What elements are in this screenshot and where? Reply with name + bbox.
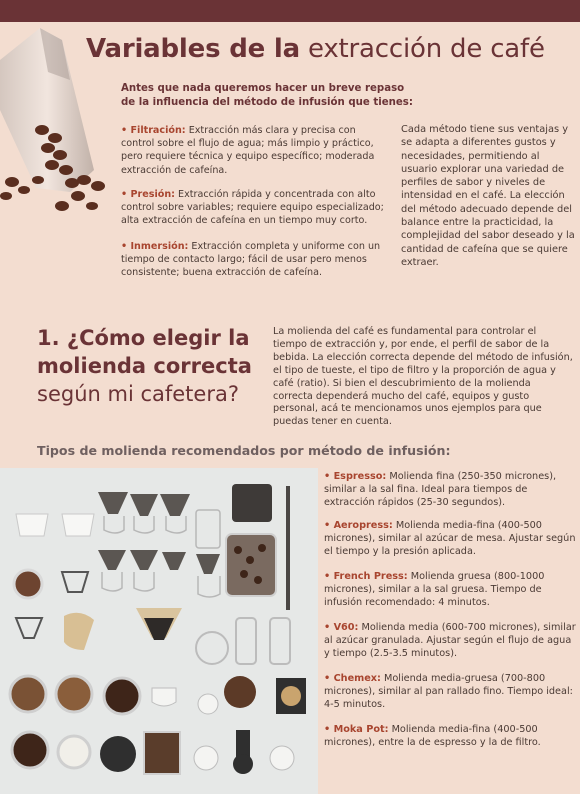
rec-name: • V60: <box>324 622 359 633</box>
rec-moka-pot <box>324 723 576 749</box>
page-title-light: extracción de café <box>299 34 545 64</box>
rec-espresso <box>324 470 576 509</box>
method-name: • Filtración: <box>121 125 186 136</box>
rec-text: Molienda media-fina (400-500 micrones), entre la de espresso y la de filtro. <box>324 724 541 748</box>
section-intro: La molienda del café es fundamental para controlar el tiempo de extracción y, por ende, el perfil de sabor de la bebida. La elección correcta depende del método de infusión, el tipo de tueste, el tipo de filtro y la proporción de agua y café (ratio). Si bien el descubrimiento de la molienda correcta dependerá mucho del café, equipos y gusto personal, acá te mencionamos unos ejemplos para que puedas tener en cuenta. <box>273 326 573 428</box>
rec-text: Molienda gruesa (800-1000 micrones), similar a la sal gruesa. Tiempo de infusión recomendado: 4 minutos. <box>324 571 545 608</box>
intro-text: Antes que nada queremos hacer un breve repaso de la influencia del método de infusión que tienes: <box>121 83 413 108</box>
rec-name: • Chemex: <box>324 673 381 684</box>
method-presion <box>121 188 386 228</box>
coffee-equipment-photo <box>0 468 318 794</box>
method-inmersion <box>121 240 386 280</box>
method-filtracion <box>121 124 386 177</box>
method-text: Extracción rápida y concentrada con alto control sobre variables; requiere equipo especializado; alta extracción de cafeína en un tiempo muy corto. <box>121 189 384 227</box>
method-text: Extracción más clara y precisa con control sobre el flujo de agua; más limpio y práctico, pero requiere técnica y equipo específico; moderada extracción de cafeína. <box>121 125 375 176</box>
subheading: Tipos de molienda recomendados por método de infusión: <box>37 443 451 458</box>
top-bar <box>0 0 580 22</box>
rec-name: • Espresso: <box>324 471 387 482</box>
method-name: • Inmersión: <box>121 241 189 252</box>
rec-french-press <box>324 570 576 609</box>
method-name: • Presión: <box>121 189 175 200</box>
section-heading-bold: 1. ¿Cómo elegir la molienda correcta <box>37 326 252 378</box>
rec-chemex <box>324 672 576 711</box>
rec-text: Molienda media-gruesa (700-800 micrones), similar al pan rallado fino. Tiempo ideal: 4-5 minutos. <box>324 673 573 710</box>
method-text: Extracción completa y uniforme con un tiempo de contacto largo; fácil de usar pero menos consistente; buena extracción de cafeína. <box>121 241 381 279</box>
rec-text: Molienda fina (250-350 micrones), similar a la sal fina. Ideal para tiempos de extracción rápidos (25-30 segundos). <box>324 471 557 508</box>
rec-name: • Moka Pot: <box>324 724 389 735</box>
rec-aeropress <box>324 519 576 558</box>
rec-text: Molienda media (600-700 micrones), similar al azúcar granulada. Ajustar según el flujo de agua y tiempo (2.5-3.5 minutos). <box>324 622 576 659</box>
rec-text: Molienda media-fina (400-500 micrones), similar al azúcar de mesa. Ajustar según el tiempo y la presión aplicada. <box>324 520 576 557</box>
section-heading-light: según mi cafetera? <box>37 382 239 406</box>
page-title <box>86 34 576 64</box>
section-heading <box>37 324 267 408</box>
rec-v60 <box>324 621 576 660</box>
aside-text: Cada método tiene sus ventajas y se adapta a diferentes gustos y necesidades, permitiendo al usuario explorar una variedad de perfiles de sabor y niveles de intensidad en el café. La elección del método adecuado depende del balance entre la practicidad, la complejidad del sabor deseado y la cantidad de cafeína que se quiere extraer. <box>401 124 575 268</box>
rec-name: • French Press: <box>324 571 408 582</box>
rec-name: • Aeropress: <box>324 520 393 531</box>
page-title-bold: Variables de la <box>86 34 300 64</box>
